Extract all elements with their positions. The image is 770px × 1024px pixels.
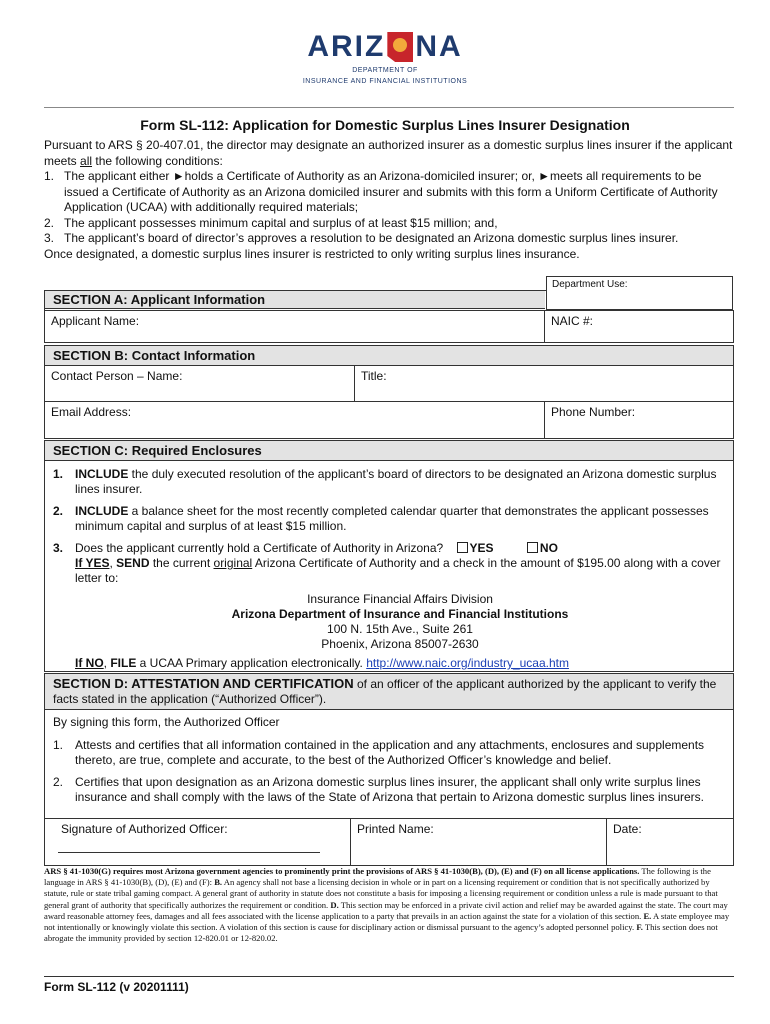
section-b [44, 345, 734, 439]
enclosure-text: a balance sheet for the most recently completed calendar quarter that demonstrates the applicant possesses minimum capital and surplus of at least $15 million. [75, 504, 709, 533]
enclosure-item [53, 467, 725, 497]
section-c [44, 440, 734, 672]
legal-notice [44, 866, 734, 944]
signature-line [58, 852, 320, 853]
enclosure-number: 3. [53, 541, 64, 555]
logo-text-right: NA [415, 30, 463, 63]
legal-e: E. [643, 910, 652, 921]
form-version: Form SL-112 (v 20201111) [44, 980, 189, 994]
legal-text-2: An agency shall not base a licensing decision in whole or in part on a licensing requirement or condition that is not specifically authorized by statute, rule or state tribal gaming compact. A general grant of authority in statute does not constitute a basis for imposing a licensing requirement or condition unless a rule is made pursuant to that general grant of authority that specifically authorizes the requirement or condition. [44, 877, 718, 910]
condition-number: 2. [44, 215, 55, 230]
section-c-heading: SECTION C: Required Enclosures [45, 441, 733, 461]
attestation-item [53, 738, 725, 768]
coa-question: Does the applicant currently hold a Certificate of Authority in Arizona? [75, 541, 444, 555]
naic-field[interactable] [545, 311, 733, 342]
send-label: SEND [116, 556, 150, 570]
email-label: Email Address: [51, 405, 132, 419]
contact-title-field[interactable] [355, 366, 733, 401]
condition-text: The applicant either ►holds a Certificate of Authority as an Arizona-domiciled insurer; or, ►meets all requirements to be issued a Certificate of Authority as an Arizona domiciled insurer and submits with this form a Uniform Certificate of Authority Application (UCAA) with additionally required materials; [64, 169, 718, 214]
signature-label: Signature of Authorized Officer: [61, 822, 228, 836]
address-line-2: Arizona Department of Insurance and Financial Institutions [231, 607, 569, 621]
department-use-box [546, 276, 733, 310]
legal-b: B. [214, 877, 223, 888]
attestation-text: Certifies that upon designation as an Arizona domestic surplus lines insurer, the applicant shall only write surplus lines insurance and shall comply with the laws of the State of Arizona that pertain to Arizona domestic surplus lines insurers. [75, 775, 704, 804]
form-title: Form SL-112: Application for Domestic Surplus Lines Insurer Designation [140, 117, 630, 133]
legal-text-5: This section does not abrogate the immunity provided by section 12-820.01 or 12-820.02. [44, 922, 718, 944]
department-use-label: Department Use: [552, 279, 628, 290]
address-line-3: 100 N. 15th Ave., Suite 261 [327, 622, 473, 636]
legal-lead: ARS § 41-1030(G) requires most Arizona government agencies to prominently print the provisions of ARS § 41-1030(B), (D), (E) and (F) on all license applications. [44, 866, 640, 876]
file-label: FILE [110, 656, 137, 670]
contact-name-label: Contact Person – Name: [51, 369, 183, 383]
section-d-heading [45, 674, 733, 710]
legal-text-1: The following is the language in ARS § 41-1030(B), (D), (E) and (F): [44, 866, 711, 888]
enclosure-item: 3. Does the applicant currently hold a Certificate of Authority in Arizona? YES NO If YES, SEND the current original Arizona Certificate of Authority and a check in the amount of $195.00 along with a cover letter to: Insurance Financial Affairs Division Arizona Department of Insurance and Financial Institutions 100 N. 15th Ave., Suite 261 Phoenix, Arizona 85007-2630 If NO, FILE a UCAA Primary application electronically. http://www.naic.org/industry_ucaa.htm [53, 541, 725, 671]
intro-text-a: Pursuant to ARS § 20-407.01, the director may designate an authorized insurer as a domestic surplus lines insurer if the applicant meets [44, 138, 733, 168]
attestation-text: Attests and certifies that all information contained in the application and any attachments, enclosures and supplements thereto, are true, complete and accurate, to the best of the Authorized Officer’s knowledge and belief. [75, 738, 705, 767]
intro-text-b: the following conditions: [92, 153, 223, 168]
yes-label: YES [469, 541, 494, 555]
agency-logo [0, 30, 770, 86]
attestation-item [53, 775, 725, 805]
enclosure-text: the duly executed resolution of the applicant’s board of directors to be designated an Arizona domestic surplus lines insurer. [75, 467, 717, 496]
section-d-title-rest: of an officer of the applicant authorized by the applicant to verify the facts stated in the application (“Authorized Officer”). [53, 677, 717, 706]
email-field[interactable] [45, 402, 545, 439]
printed-name-label: Printed Name: [357, 822, 434, 836]
include-label: INCLUDE [75, 504, 129, 518]
send-text: the current [149, 556, 214, 570]
address-line-1: Insurance Financial Affairs Division [307, 592, 493, 606]
yes-checkbox[interactable] [457, 542, 468, 553]
enclosure-number: 2. [53, 504, 64, 518]
phone-label: Phone Number: [551, 405, 636, 419]
contact-name-field[interactable] [45, 366, 355, 401]
original-text: original [213, 556, 253, 570]
by-signing-text: By signing this form, the Authorized Officer [53, 715, 280, 729]
condition-item [44, 216, 734, 232]
condition-item [44, 231, 734, 247]
signature-field[interactable] [45, 819, 351, 865]
no-checkbox[interactable] [527, 542, 538, 553]
condition-text: The applicant’s board of director’s approves a resolution to be designated an Arizona domestic surplus lines insurer. [64, 231, 679, 245]
include-label: INCLUDE [75, 467, 129, 481]
legal-f: F. [636, 922, 643, 933]
condition-item [44, 169, 734, 216]
date-field[interactable] [607, 819, 733, 865]
contact-title-label: Title: [361, 369, 387, 383]
condition-number: 3. [44, 231, 55, 245]
section-a [44, 310, 734, 343]
intro-text [44, 138, 734, 262]
no-label: NO [539, 541, 558, 555]
legal-d: D. [330, 899, 339, 910]
section-a-heading: SECTION A: Applicant Information [45, 291, 545, 309]
logo-subtitle-2: INSURANCE AND FINANCIAL INSTITUTIONS [302, 78, 468, 85]
header-divider [44, 107, 734, 108]
condition-text: The applicant possesses minimum capital and surplus of at least $15 million; and, [64, 215, 498, 230]
section-d [44, 673, 734, 866]
enclosure-item [53, 504, 725, 534]
intro-closing: Once designated, a domestic surplus lines insurer is restricted to only writing surplus lines insurance. [44, 246, 580, 261]
section-b-heading: SECTION B: Contact Information [45, 346, 733, 366]
applicant-name-label: Applicant Name: [51, 314, 140, 328]
ucaa-link[interactable]: http://www.naic.org/industry_ucaa.htm [366, 656, 569, 670]
applicant-name-field[interactable] [45, 311, 545, 342]
footer-divider [44, 976, 734, 977]
date-label: Date: [613, 822, 642, 836]
logo-subtitle-1: DEPARTMENT OF [352, 67, 418, 74]
phone-field[interactable] [545, 402, 733, 439]
state-emblem-icon [387, 32, 413, 62]
printed-name-field[interactable] [351, 819, 607, 865]
legal-text-4: A state employee may not intentionally or knowingly violate this section. A violation of this section is cause for disciplinary action or dismissal pursuant to the agency’s adopted personnel policy. [44, 910, 730, 933]
intro-text-all: all [80, 153, 93, 168]
file-text: a UCAA Primary application electronically. [136, 656, 367, 670]
logo-text-left: ARIZ [307, 30, 386, 63]
if-no-label: If NO [75, 656, 104, 670]
legal-text-3: This section may be enforced in a private civil action and relief may be awarded against the state. The court may award reasonable attorney fees, damages and all fees associated with the license application to a party that prevails in an action against the state for a violation of this section. [44, 899, 728, 921]
mailing-address [75, 592, 725, 652]
if-yes-label: If YES [75, 556, 110, 570]
section-d-title: SECTION D: ATTESTATION AND CERTIFICATION [53, 676, 354, 691]
address-line-4: Phoenix, Arizona 85007-2630 [321, 637, 479, 651]
attestation-number: 2. [53, 775, 64, 789]
send-text-2: Arizona Certificate of Authority and a check in the amount of $195.00 along with a cover letter to: [75, 556, 721, 585]
enclosure-number: 1. [53, 467, 64, 481]
intro-paragraph [44, 138, 734, 169]
attestation-number: 1. [53, 738, 64, 752]
naic-label: NAIC #: [551, 314, 594, 328]
condition-number: 1. [44, 169, 55, 183]
logo-wordmark [307, 30, 462, 64]
